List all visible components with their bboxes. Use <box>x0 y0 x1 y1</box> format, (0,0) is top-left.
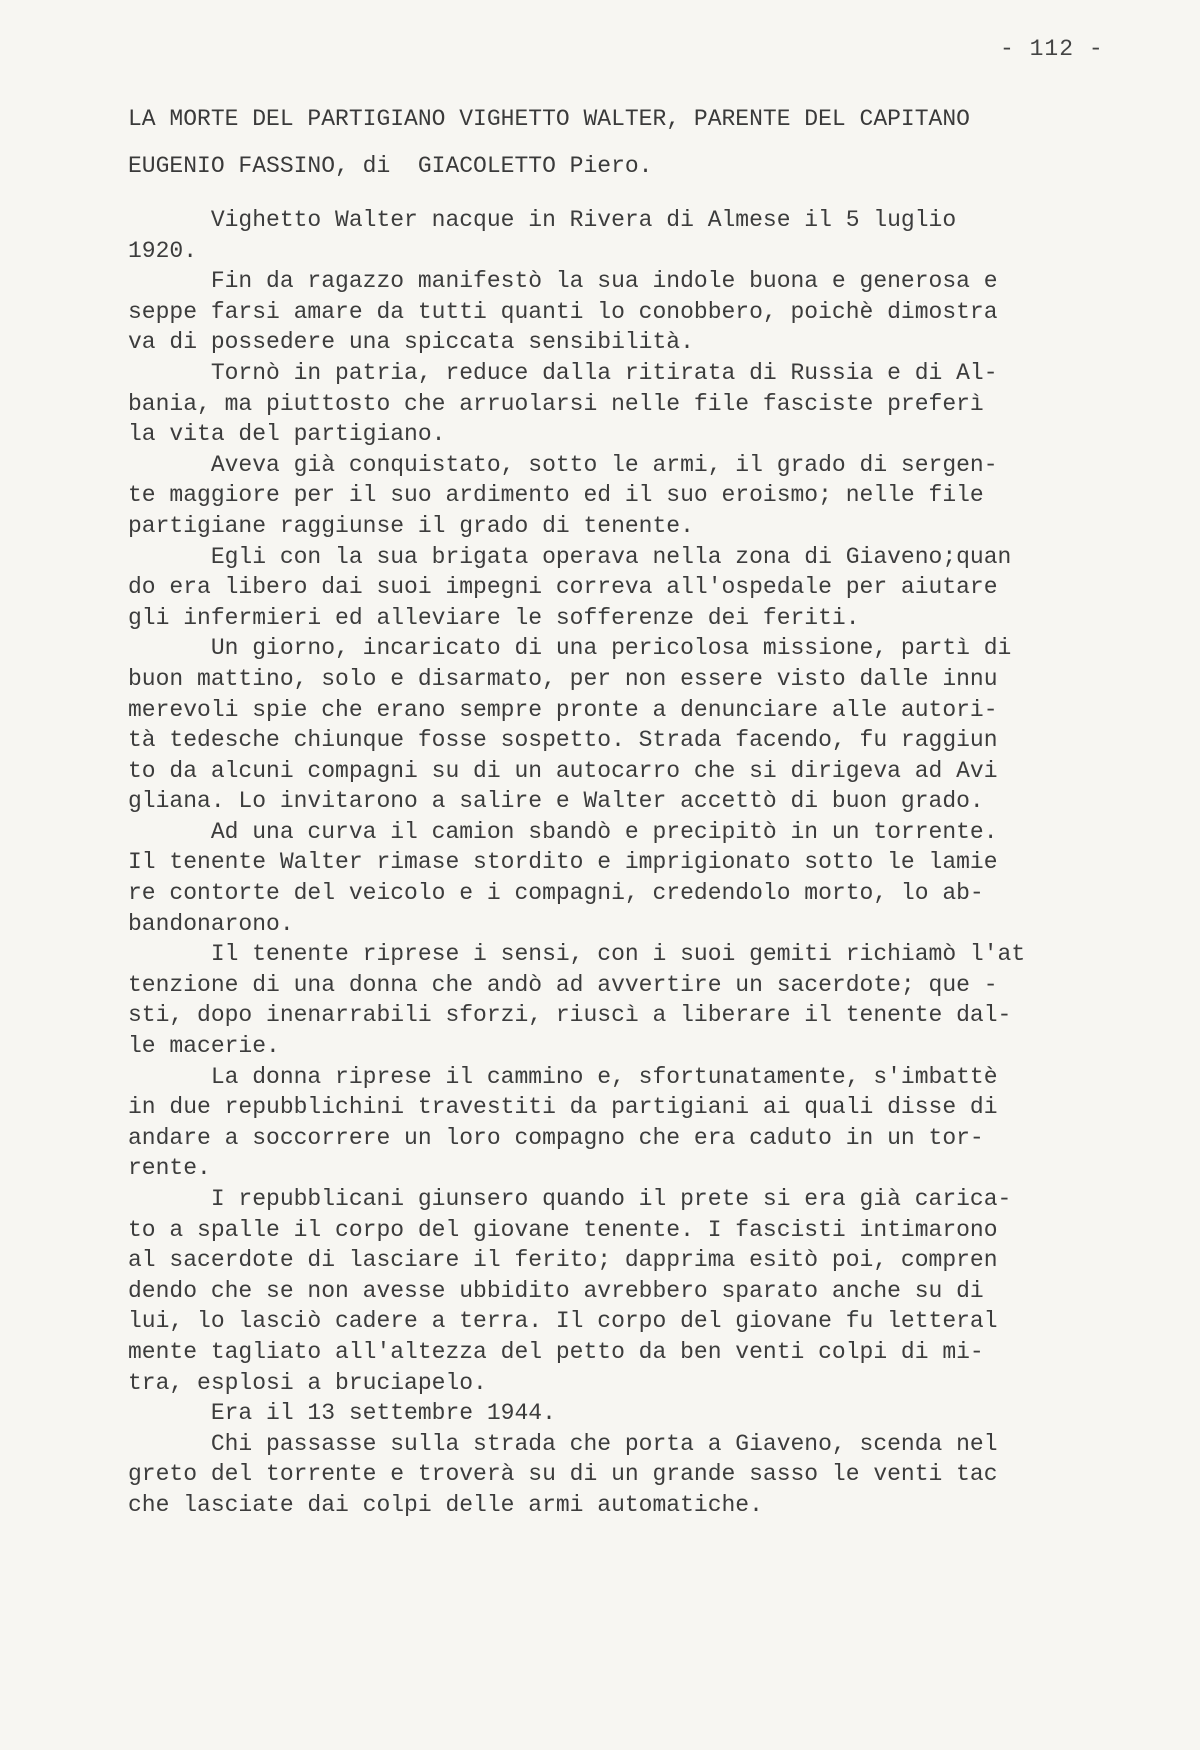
text-line: Fin da ragazzo manifestò la sua indole buona e generosa e <box>128 268 998 295</box>
text-line: Il tenente Walter rimase stordito e imprigionato sotto le lamie <box>128 849 998 876</box>
text-line: Era il 13 settembre 1944. <box>128 1400 556 1427</box>
text-line: 1920. <box>128 237 198 264</box>
text-line: la vita del partigiano. <box>128 421 446 448</box>
text-line: dendo che se non avesse ubbidito avrebbero sparato anche su di <box>128 1277 984 1304</box>
title-line: EUGENIO FASSINO, di GIACOLETTO Piero. <box>128 153 653 179</box>
text-line: bandonarono. <box>128 910 294 937</box>
body-text <box>128 205 1128 1521</box>
text-line: partigiane raggiunse il grado di tenente. <box>128 512 694 539</box>
text-line: Il tenente riprese i sensi, con i suoi gemiti richiamò l'at <box>128 941 1026 968</box>
text-line: do era libero dai suoi impegni correva all'ospedale per aiutare <box>128 574 998 601</box>
text-line: Ad una curva il camion sbandò e precipitò in un torrente. <box>128 818 998 845</box>
text-line: andare a soccorrere un loro compagno che era caduto in un tor- <box>128 1124 984 1151</box>
text-line: seppe farsi amare da tutti quanti lo conobbero, poichè dimostra <box>128 298 998 325</box>
text-line: al sacerdote di lasciare il ferito; dapprima esitò poi, compren <box>128 1247 998 1274</box>
text-line: gli infermieri ed alleviare le sofferenze dei feriti. <box>128 604 860 631</box>
page-number: - 112 - <box>1000 36 1104 62</box>
text-line: rente. <box>128 1155 211 1182</box>
text-line: gliana. Lo invitarono a salire e Walter accettò di buon grado. <box>128 788 984 815</box>
text-line: to a spalle il corpo del giovane tenente. I fascisti intimarono <box>128 1216 998 1243</box>
text-line: buon mattino, solo e disarmato, per non essere visto dalle innu <box>128 665 998 692</box>
text-line: Un giorno, incaricato di una pericolosa missione, partì di <box>128 635 1012 662</box>
text-line: tà tedesche chiunque fosse sospetto. Strada facendo, fu raggiun <box>128 727 998 754</box>
text-line: te maggiore per il suo ardimento ed il suo eroismo; nelle file <box>128 482 984 509</box>
text-line: Egli con la sua brigata operava nella zona di Giaveno;quan <box>128 543 1012 570</box>
text-line: le macerie. <box>128 1033 280 1060</box>
text-line: tra, esplosi a bruciapelo. <box>128 1369 487 1396</box>
text-line: mente tagliato all'altezza del petto da ben venti colpi di mi- <box>128 1338 984 1365</box>
text-line: bania, ma piuttosto che arruolarsi nelle file fasciste preferì <box>128 390 984 417</box>
text-line: va di possedere una spiccata sensibilità. <box>128 329 694 356</box>
text-line: to da alcuni compagni su di un autocarro che si dirigeva ad Avi <box>128 757 998 784</box>
text-line: Aveva già conquistato, sotto le armi, il grado di sergen- <box>128 451 998 478</box>
text-line: La donna riprese il cammino e, sfortunatamente, s'imbattè <box>128 1063 998 1090</box>
text-line: Tornò in patria, reduce dalla ritirata di Russia e di Al- <box>128 359 998 386</box>
text-line: re contorte del veicolo e i compagni, credendolo morto, lo ab- <box>128 880 984 907</box>
title-line: LA MORTE DEL PARTIGIANO VIGHETTO WALTER, PARENTE DEL CAPITANO <box>128 106 970 132</box>
document-title <box>128 96 1128 190</box>
text-line: Chi passasse sulla strada che porta a Giaveno, scenda nel <box>128 1430 998 1457</box>
text-line: I repubblicani giunsero quando il prete si era già carica- <box>128 1186 1012 1212</box>
text-line: tenzione di una donna che andò ad avvertire un sacerdote; que - <box>128 971 998 998</box>
text-line: che lasciate dai colpi delle armi automatiche. <box>128 1491 763 1518</box>
text-line: sti, dopo inenarrabili sforzi, riuscì a liberare il tenente dal- <box>128 1002 1012 1029</box>
text-line: in due repubblichini travestiti da partigiani ai quali disse di <box>128 1094 998 1121</box>
text-line: merevoli spie che erano sempre pronte a denunciare alle autori- <box>128 696 998 723</box>
text-line: lui, lo lasciò cadere a terra. Il corpo del giovane fu letteral <box>128 1308 998 1335</box>
text-line: Vighetto Walter nacque in Rivera di Almese il 5 luglio <box>128 207 957 233</box>
text-line: greto del torrente e troverà su di un grande sasso le venti tac <box>128 1461 998 1488</box>
